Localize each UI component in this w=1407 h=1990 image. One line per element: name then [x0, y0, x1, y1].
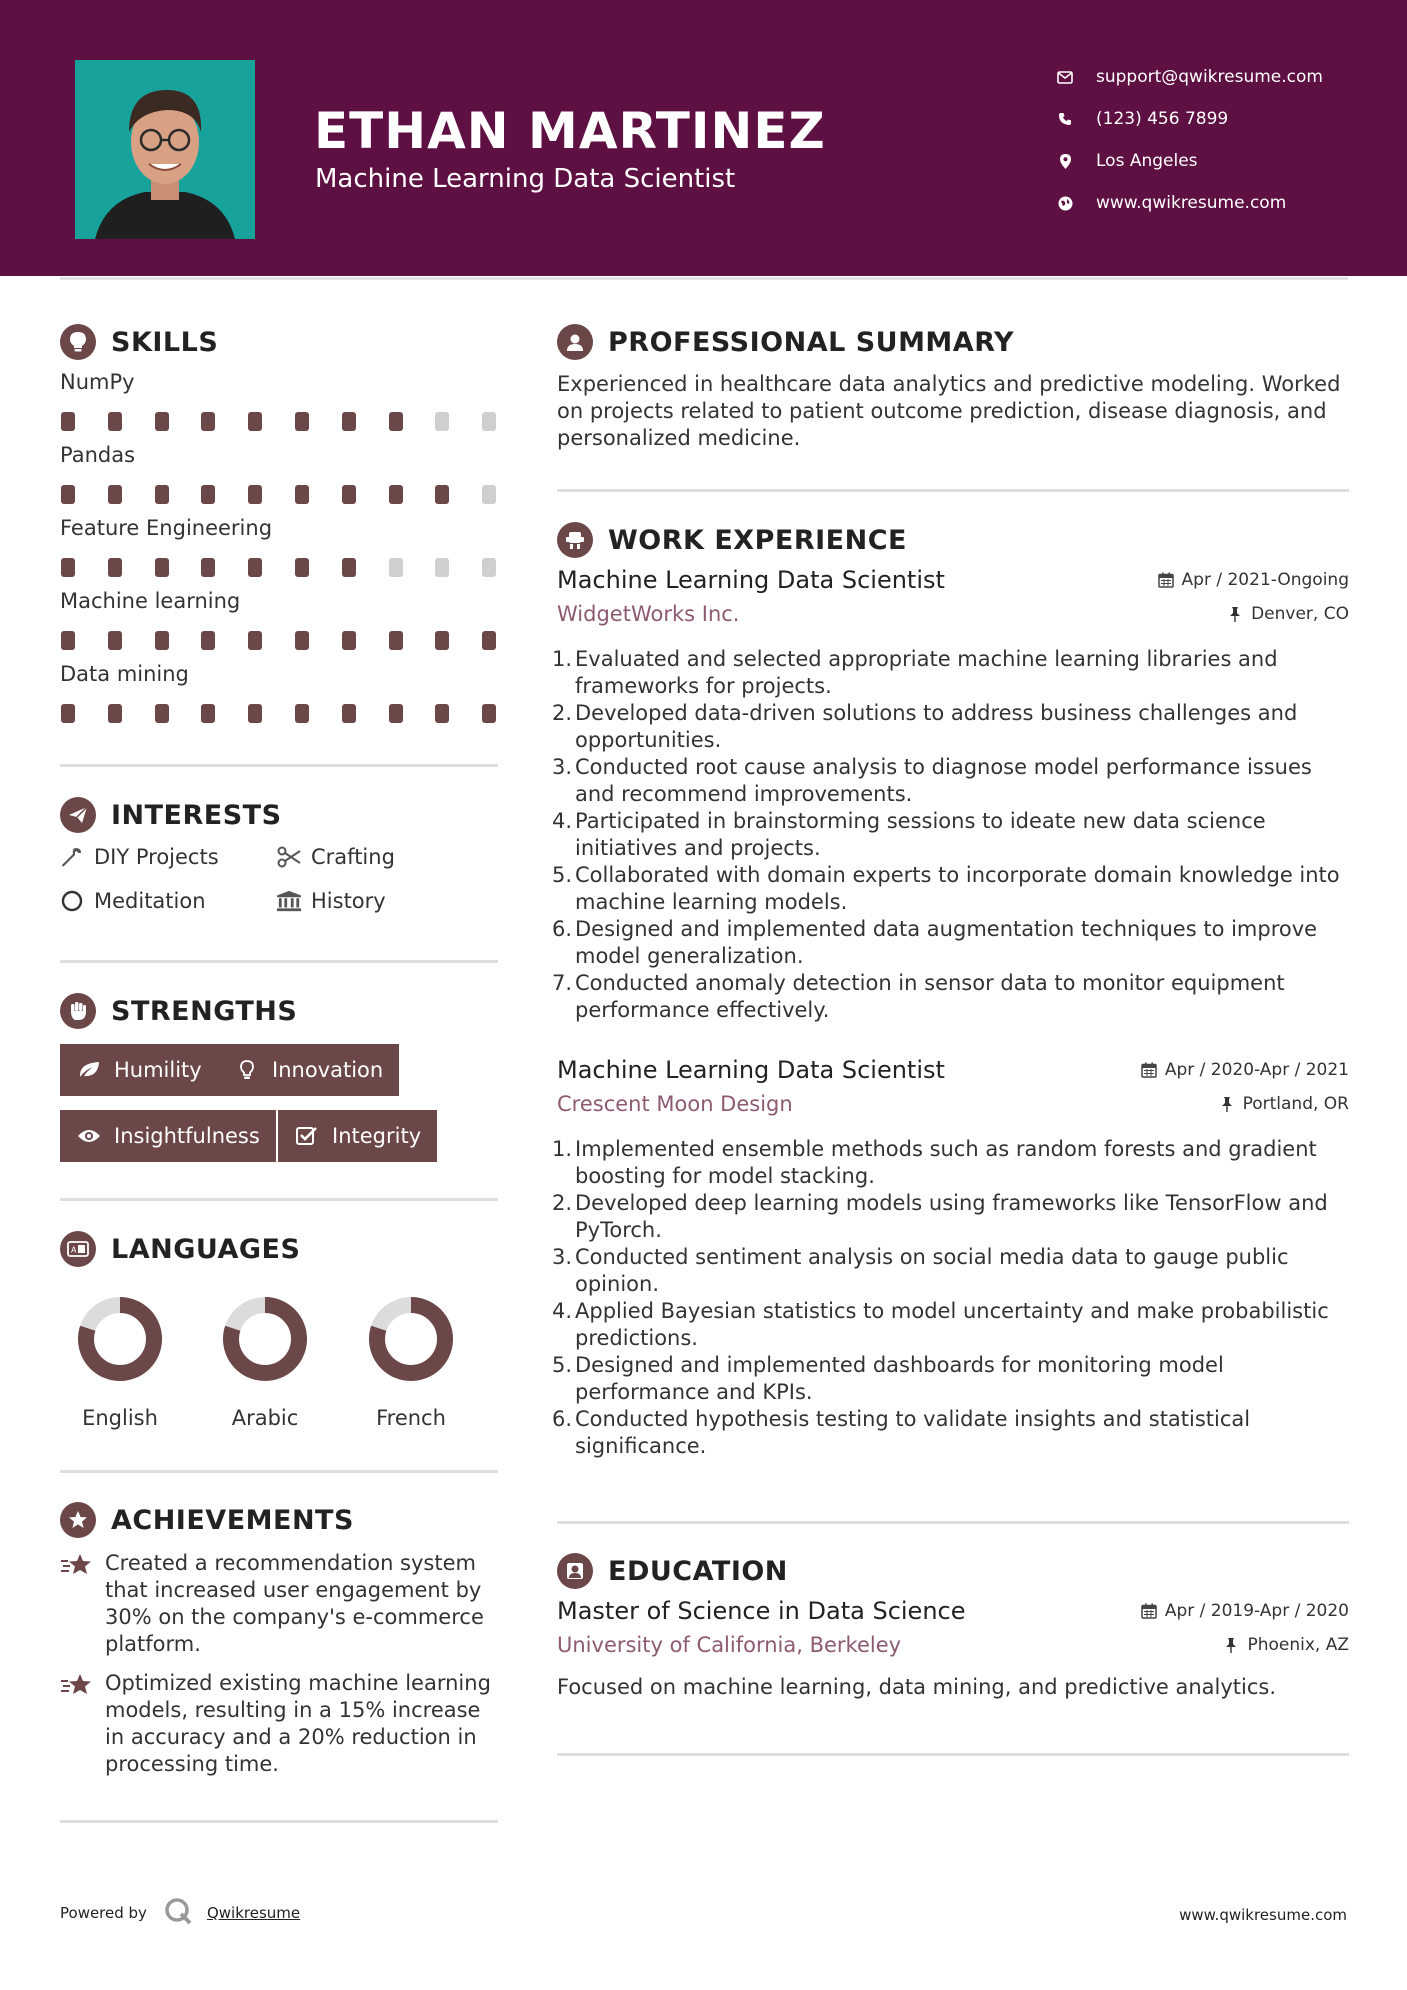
skill-dot — [342, 631, 356, 650]
svg-text:A: A — [71, 1245, 77, 1255]
education-date-text: Apr / 2019-Apr / 2020 — [1164, 1601, 1349, 1621]
header-divider — [60, 277, 1348, 280]
skill-dot — [482, 704, 496, 723]
education-date — [1141, 1601, 1349, 1621]
profile-photo — [75, 60, 255, 239]
skill-dot — [61, 558, 75, 577]
education-title: EDUCATION — [608, 1555, 788, 1587]
skill-dot — [155, 558, 169, 577]
experience-title: WORK EXPERIENCE — [608, 524, 907, 556]
skill-dot — [201, 558, 215, 577]
job-bullet: 3. Conducted sentiment analysis on social media data to gauge public opinion. — [552, 1245, 1289, 1296]
job-title: Machine Learning Data Scientist — [557, 566, 945, 594]
education-location-text: Phoenix, AZ — [1247, 1635, 1349, 1655]
strength-badge — [60, 1110, 276, 1162]
skill-dot — [248, 412, 262, 431]
section-divider — [60, 1198, 498, 1201]
achievements-title: ACHIEVEMENTS — [111, 1504, 354, 1536]
job-title: Machine Learning Data Scientist — [557, 1056, 945, 1084]
skill-dot — [342, 485, 356, 504]
language-proficiency-ring — [366, 1294, 456, 1384]
strength-label: Integrity — [332, 1124, 422, 1148]
wrench-icon — [60, 845, 84, 869]
section-divider — [60, 1820, 498, 1823]
skill-dot — [155, 704, 169, 723]
star-badge-icon — [60, 1502, 96, 1538]
skill-dot — [155, 631, 169, 650]
achievement-item — [60, 1670, 500, 1778]
skill-dot — [201, 631, 215, 650]
skill-dot — [482, 558, 496, 577]
languages-title: LANGUAGES — [111, 1233, 301, 1265]
skill-item — [60, 370, 500, 434]
skill-dot — [248, 485, 262, 504]
skill-dot — [389, 631, 403, 650]
skill-dot — [295, 412, 309, 431]
interest-label: Crafting — [311, 845, 395, 869]
calendar-icon — [1158, 572, 1174, 588]
language-proficiency-ring — [220, 1294, 310, 1384]
skill-label: NumPy — [60, 370, 135, 394]
job-bullet: 1. Evaluated and selected appropriate machine learning libraries and frameworks for projects. — [552, 647, 1278, 698]
languages-heading — [60, 1231, 300, 1267]
powered-by-text: Powered by — [60, 1904, 147, 1922]
star-icon — [60, 1672, 92, 1702]
strength-badge — [218, 1044, 399, 1096]
job-location — [1227, 604, 1349, 624]
achievement-item — [60, 1550, 500, 1658]
achievement-text: Created a recommendation system that increased user engagement by 30% on the company's e-commerce platform. — [105, 1551, 484, 1656]
skill-dot — [201, 485, 215, 504]
skill-dot — [108, 485, 122, 504]
skill-dot — [342, 704, 356, 723]
qwikresume-logo-icon — [163, 1896, 193, 1930]
skill-dot — [435, 704, 449, 723]
skill-dot — [61, 704, 75, 723]
skill-dot — [61, 412, 75, 431]
pushpin-icon — [1219, 1096, 1235, 1112]
contact-location — [1055, 140, 1395, 182]
skill-dot — [482, 631, 496, 650]
interests-heading — [60, 797, 282, 833]
education-description: Focused on machine learning, data mining, and predictive analytics. — [557, 1675, 1277, 1699]
contact-phone-text: (123) 456 7899 — [1096, 109, 1229, 129]
eye-icon — [76, 1125, 102, 1147]
skill-item — [60, 516, 500, 580]
lightbulb-icon — [234, 1059, 260, 1081]
job-bullet: 3. Conducted root cause analysis to diagnose model performance issues and recommend improvements. — [552, 755, 1312, 806]
skill-dot — [342, 558, 356, 577]
skill-dot — [435, 485, 449, 504]
job-bullet: 7. Conducted anomaly detection in sensor data to monitor equipment performance effectively. — [552, 971, 1285, 1022]
skill-dot — [435, 412, 449, 431]
skill-dot — [435, 631, 449, 650]
qwikresume-link[interactable]: Qwikresume — [206, 1904, 301, 1922]
skill-label: Data mining — [60, 662, 189, 686]
contact-website[interactable] — [1055, 182, 1395, 224]
section-divider — [60, 1470, 498, 1473]
job-bullet: 1. Implemented ensemble methods such as random forests and gradient boosting for model stacking. — [552, 1137, 1317, 1188]
language-item — [50, 1294, 190, 1430]
star-icon — [60, 1552, 92, 1582]
job-bullet: 2. Developed data-driven solutions to address business challenges and opportunities. — [552, 701, 1298, 752]
job-company: WidgetWorks Inc. — [557, 602, 740, 626]
skill-dot — [342, 412, 356, 431]
interest-item — [60, 889, 206, 913]
job-bullet: 5. Collaborated with domain experts to incorporate domain knowledge into machine learning models. — [552, 863, 1340, 914]
skill-dot — [248, 631, 262, 650]
section-divider — [60, 764, 498, 767]
skill-rating — [60, 412, 500, 434]
skill-dot — [61, 485, 75, 504]
job-date-text: Apr / 2020-Apr / 2021 — [1164, 1060, 1349, 1080]
job-date-text: Apr / 2021-Ongoing — [1181, 570, 1349, 590]
contact-location-text: Los Angeles — [1096, 151, 1198, 171]
skill-dot — [201, 704, 215, 723]
skill-dot — [389, 412, 403, 431]
footer-website[interactable]: www.qwikresume.com — [1179, 1906, 1347, 1924]
experience-heading — [557, 522, 907, 558]
section-divider — [557, 489, 1349, 492]
job-bullet: 6. Conducted hypothesis testing to validate insights and statistical significance. — [552, 1407, 1251, 1458]
job-location-text: Portland, OR — [1242, 1094, 1349, 1114]
phone-icon — [1055, 109, 1075, 129]
job-location-text: Denver, CO — [1251, 604, 1349, 624]
contact-list — [1055, 56, 1395, 224]
strength-label: Humility — [114, 1058, 202, 1082]
skill-rating — [60, 631, 500, 653]
interest-label: DIY Projects — [94, 845, 219, 869]
skill-dot — [248, 704, 262, 723]
job-location — [1219, 1094, 1349, 1114]
strength-label: Insightfulness — [114, 1124, 260, 1148]
strength-badge — [278, 1110, 437, 1162]
interest-label: Meditation — [94, 889, 206, 913]
skill-label: Pandas — [60, 443, 136, 467]
achievements-heading — [60, 1502, 354, 1538]
skill-dot — [155, 412, 169, 431]
language-icon — [60, 1231, 96, 1267]
skill-label: Feature Engineering — [60, 516, 273, 540]
skill-dot — [201, 412, 215, 431]
job-bullet: 5. Designed and implemented dashboards for monitoring model performance and KPIs. — [552, 1353, 1224, 1404]
checkbox-icon — [294, 1125, 320, 1147]
graduate-icon — [557, 1553, 593, 1589]
skill-dot — [295, 558, 309, 577]
skill-dot — [295, 704, 309, 723]
skill-dot — [482, 485, 496, 504]
summary-text: Experienced in healthcare data analytics and predictive modeling. Worked on projects related to patient outcome prediction, disease diagnosis, and personalized medicine. — [557, 372, 1341, 450]
strengths-title: STRENGTHS — [111, 995, 298, 1027]
language-label: French — [376, 1406, 446, 1430]
job-date — [1141, 1060, 1349, 1080]
skill-dot — [108, 704, 122, 723]
leaf-icon — [76, 1059, 102, 1081]
interest-item — [277, 845, 395, 869]
skills-title: SKILLS — [111, 326, 219, 358]
skill-dot — [61, 631, 75, 650]
pushpin-icon — [1223, 1637, 1239, 1653]
skill-dot — [295, 631, 309, 650]
skill-dot — [155, 485, 169, 504]
job-bullet: 4. Applied Bayesian statistics to model uncertainty and make probabilistic predictions. — [552, 1299, 1329, 1350]
skill-dot — [108, 412, 122, 431]
globe-icon — [1055, 193, 1075, 213]
job-company: Crescent Moon Design — [557, 1092, 793, 1116]
skill-dot — [295, 485, 309, 504]
strength-label: Innovation — [272, 1058, 384, 1082]
language-item — [195, 1294, 335, 1430]
contact-email[interactable] — [1055, 56, 1395, 98]
candidate-name: ETHAN MARTINEZ — [314, 102, 826, 160]
skill-item — [60, 589, 500, 653]
job-bullets — [552, 646, 1349, 1024]
school-name: University of California, Berkeley — [557, 1633, 902, 1657]
job-bullet: 4. Participated in brainstorming sessions to ideate new data science initiatives and projects. — [552, 809, 1266, 860]
achievement-text: Optimized existing machine learning models, resulting in a 15% increase in accuracy and a 20% reduction in processing time. — [105, 1671, 491, 1776]
skill-rating — [60, 485, 500, 507]
calendar-icon — [1141, 1062, 1157, 1078]
job-date — [1158, 570, 1349, 590]
calendar-icon — [1141, 1603, 1157, 1619]
job-entry — [552, 566, 1349, 1024]
skill-dot — [435, 558, 449, 577]
language-label: English — [82, 1406, 158, 1430]
skill-label: Machine learning — [60, 589, 241, 613]
job-entry — [552, 1056, 1349, 1460]
museum-icon — [277, 889, 301, 913]
degree-title: Master of Science in Data Science — [557, 1597, 966, 1625]
skill-dot — [389, 704, 403, 723]
language-proficiency-ring — [75, 1294, 165, 1384]
summary-title: PROFESSIONAL SUMMARY — [608, 326, 1015, 358]
skill-dot — [108, 631, 122, 650]
skill-dot — [482, 412, 496, 431]
summary-heading — [557, 324, 1014, 360]
user-icon — [557, 324, 593, 360]
interest-label: History — [311, 889, 386, 913]
contact-website-text: www.qwikresume.com — [1096, 193, 1287, 213]
contact-email-text: support@qwikresume.com — [1096, 67, 1323, 87]
candidate-title: Machine Learning Data Scientist — [315, 164, 736, 194]
briefcase-icon — [557, 522, 593, 558]
pushpin-icon — [1227, 606, 1243, 622]
paper-plane-icon — [60, 797, 96, 833]
education-entry — [557, 1597, 1349, 1699]
map-pin-icon — [1055, 151, 1075, 171]
fist-icon — [60, 993, 96, 1029]
skill-item — [60, 662, 500, 726]
section-divider — [60, 960, 498, 963]
interest-item — [60, 845, 219, 869]
language-label: Arabic — [231, 1406, 299, 1430]
lightbulb-icon — [60, 324, 96, 360]
skill-dot — [248, 558, 262, 577]
skill-rating — [60, 558, 500, 580]
strengths-heading — [60, 993, 297, 1029]
skill-dot — [108, 558, 122, 577]
section-divider — [557, 1521, 1349, 1524]
interest-item — [277, 889, 386, 913]
strength-badge — [60, 1044, 218, 1096]
footer-powered-by — [60, 1896, 300, 1930]
job-bullets — [552, 1136, 1349, 1460]
language-item — [341, 1294, 481, 1430]
resume-header — [0, 0, 1407, 276]
circle-icon — [60, 889, 84, 913]
skill-item — [60, 443, 500, 507]
education-heading — [557, 1553, 788, 1589]
contact-phone[interactable] — [1055, 98, 1395, 140]
skill-rating — [60, 704, 500, 726]
section-divider — [557, 1753, 1349, 1756]
job-bullet: 6. Designed and implemented data augmentation techniques to improve model generalization. — [552, 917, 1318, 968]
skill-dot — [389, 485, 403, 504]
skill-dot — [389, 558, 403, 577]
education-location — [1223, 1635, 1349, 1655]
scissors-icon — [277, 845, 301, 869]
skills-heading — [60, 324, 218, 360]
envelope-icon — [1055, 67, 1075, 87]
job-bullet: 2. Developed deep learning models using frameworks like TensorFlow and PyTorch. — [552, 1191, 1328, 1242]
interests-title: INTERESTS — [111, 799, 282, 831]
